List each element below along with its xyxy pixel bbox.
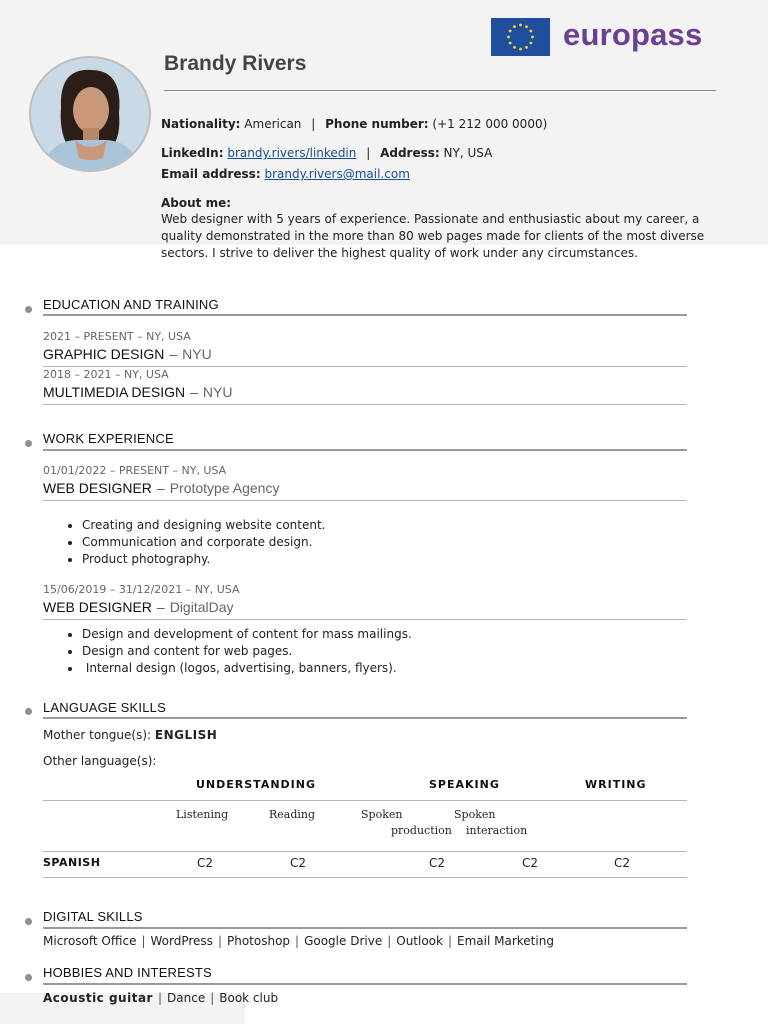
separator: | (387, 934, 392, 948)
about-text: Web designer with 5 years of experience. Passionate and enthusiastic about my career, a quality demonstrated in the more than 80 web pages made for clients of the most diverse sectors. I strive to deliver the highest quality of work under any circumstances. (161, 212, 705, 260)
skill-item: Photoshop (226, 934, 291, 948)
entry-divider (43, 366, 687, 367)
production-subheader: production (391, 824, 452, 837)
eu-star-icon (525, 46, 528, 49)
degree-title: GRAPHIC DESIGN (43, 346, 165, 362)
work-bullets (64, 626, 412, 677)
hobbies-list (43, 991, 278, 1005)
job-title: WEB DESIGNER (43, 480, 152, 496)
table-divider (43, 851, 687, 852)
dash: – (156, 480, 165, 496)
languages-title: LANGUAGE SKILLS (43, 700, 166, 715)
linkedin-label: LinkedIn: (161, 146, 224, 160)
entry-divider (43, 500, 687, 501)
skill-item: Email Marketing (457, 934, 554, 948)
listening-level: C2 (197, 856, 214, 870)
email-line (161, 167, 410, 181)
entry-divider (43, 404, 687, 405)
job-title: WEB DESIGNER (43, 599, 152, 615)
list-item: • Internal design (logos, advertising, banners, flyers). (82, 660, 412, 677)
separator: | (157, 991, 163, 1005)
work-title: WORK EXPERIENCE (43, 431, 174, 446)
phone-label: Phone number: (325, 117, 429, 131)
spoken-production-header: Spoken (361, 808, 403, 821)
reading-header: Reading (269, 808, 316, 821)
section-bullet (25, 440, 32, 447)
separator: | (447, 934, 453, 948)
dash: – (156, 599, 165, 615)
digital-skills-list (43, 934, 554, 948)
skill-item: Google Drive (304, 934, 383, 948)
separator: | (295, 934, 300, 948)
writing-level: C2 (614, 856, 631, 870)
hobbies-title: HOBBIES AND INTERESTS (43, 965, 212, 980)
eu-star-icon (509, 42, 512, 45)
work-entry (43, 599, 234, 615)
mother-tongue-value: ENGLISH (154, 728, 218, 742)
section-divider (43, 717, 687, 719)
separator: | (141, 934, 146, 948)
table-divider (43, 800, 687, 801)
section-bullet (25, 974, 32, 981)
section-divider (43, 983, 687, 985)
eu-star-icon (509, 30, 512, 33)
eu-star-icon (507, 36, 510, 39)
eu-star-icon (525, 25, 528, 28)
section-divider (43, 314, 687, 316)
section-bullet (25, 306, 32, 313)
candidate-name: Brandy Rivers (164, 52, 307, 75)
digital-title: DIGITAL SKILLS (43, 909, 143, 924)
production-level: C2 (429, 856, 446, 870)
eu-star-icon (519, 48, 522, 51)
phone-value: (+1 212 000 0000) (432, 117, 548, 131)
employer: Prototype Agency (169, 480, 280, 496)
list-item: • Design and content for web pages. (82, 643, 412, 660)
email-link[interactable]: brandy.rivers@mail.com (264, 167, 410, 181)
education-title: EDUCATION AND TRAINING (43, 297, 219, 312)
eu-star-icon (529, 30, 532, 33)
skill-item: Outlook (396, 934, 443, 948)
address-label: Address: (380, 146, 440, 160)
address-value: NY, USA (443, 146, 493, 160)
eu-star-icon (529, 42, 532, 45)
list-item: • Creating and designing website content. (82, 517, 326, 534)
eu-star-icon (531, 36, 534, 39)
linkedin-link[interactable]: brandy.rivers/linkedin (227, 146, 357, 160)
education-meta: 2018 – 2021 – NY, USA (43, 368, 169, 381)
reading-level: C2 (290, 856, 307, 870)
eu-star-icon (519, 24, 522, 27)
entry-divider (43, 619, 687, 620)
skill-item: WordPress (150, 934, 213, 948)
hobby-item: Book club (219, 991, 279, 1005)
linkedin-address-line (161, 146, 492, 160)
nationality-phone-line (161, 117, 547, 131)
work-meta: 01/01/2022 – PRESENT – NY, USA (43, 464, 227, 477)
work-entry (43, 480, 279, 496)
separator: | (217, 934, 222, 948)
interaction-subheader: interaction (466, 824, 528, 837)
education-entry (43, 384, 232, 400)
section-divider (43, 449, 687, 451)
portrait-image (31, 58, 149, 170)
work-bullets (64, 517, 326, 568)
work-meta: 15/06/2019 – 31/12/2021 – NY, USA (43, 583, 240, 596)
employer: DigitalDay (169, 599, 234, 615)
email-label: Email address: (161, 167, 261, 181)
hobby-item: Acoustic guitar (43, 991, 153, 1005)
speaking-header: SPEAKING (429, 778, 500, 791)
spoken-interaction-header: Spoken (454, 808, 496, 821)
listening-header: Listening (176, 808, 229, 821)
section-bullet (25, 708, 32, 715)
mother-tongue-label: Mother tongue(s): (43, 728, 152, 742)
language-name: SPANISH (43, 856, 101, 869)
section-divider (43, 927, 687, 929)
eu-star-icon (513, 25, 516, 28)
eu-star-icon (513, 46, 516, 49)
dash: – (190, 384, 198, 400)
writing-header: WRITING (585, 778, 647, 791)
understanding-header: UNDERSTANDING (196, 778, 317, 791)
institution: NYU (202, 384, 233, 400)
table-divider (43, 877, 687, 878)
hobby-item: Dance (167, 991, 206, 1005)
mother-tongue-line (43, 728, 217, 742)
about-label: About me: (161, 196, 232, 210)
section-bullet (25, 918, 32, 925)
interaction-level: C2 (522, 856, 539, 870)
list-item: • Communication and corporate design. (82, 534, 326, 551)
degree-title: MULTIMEDIA DESIGN (43, 384, 186, 400)
institution: NYU (182, 346, 212, 362)
skill-item: Microsoft Office (43, 934, 137, 948)
nationality-label: Nationality: (161, 117, 241, 131)
separator: | (311, 117, 316, 131)
europass-logo: europass (563, 17, 703, 52)
education-entry (43, 346, 212, 362)
name-divider (164, 90, 716, 91)
list-item: • Product photography. (82, 551, 326, 568)
dash: – (169, 346, 178, 362)
eu-flag-icon (491, 18, 550, 56)
separator: | (210, 991, 215, 1005)
profile-photo (29, 56, 151, 172)
education-meta: 2021 – PRESENT – NY, USA (43, 330, 191, 343)
separator: | (366, 146, 371, 160)
list-item: • Design and development of content for mass mailings. (82, 626, 412, 643)
nationality-value: American (244, 117, 302, 131)
other-languages-label: Other language(s): (43, 754, 157, 768)
